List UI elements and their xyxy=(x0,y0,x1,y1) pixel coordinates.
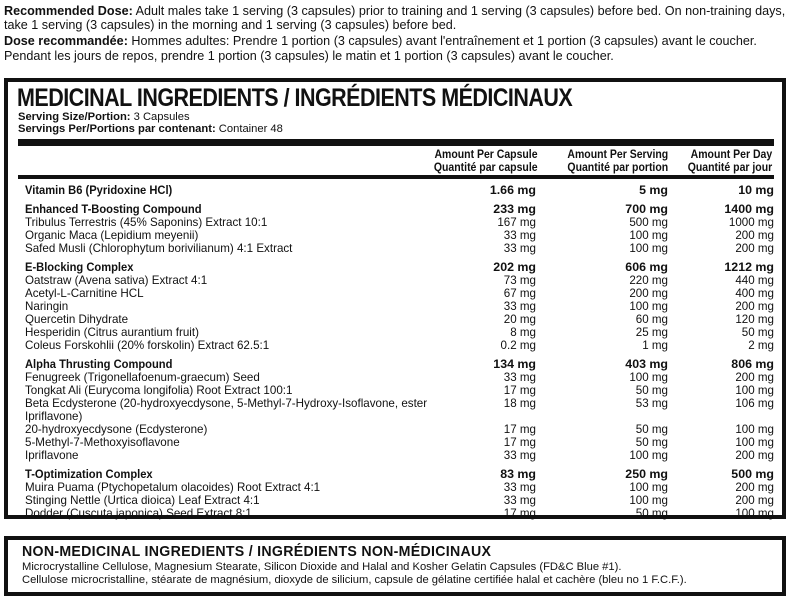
table-row xyxy=(18,423,774,436)
table-row xyxy=(18,229,774,242)
dose-en-label: Recommended Dose: xyxy=(4,4,133,18)
amount-per-serving: 100 mg xyxy=(629,229,668,242)
amount-per-day: 120 mg xyxy=(735,313,774,326)
column-header-fr: Quantité par portion xyxy=(567,159,668,174)
amount-per-day: 100 mg xyxy=(735,436,774,449)
amount-per-serving: 50 mg xyxy=(635,384,668,397)
table-row xyxy=(18,449,774,462)
amount-per-capsule: 33 mg xyxy=(503,449,536,462)
amount-per-capsule: 20 mg xyxy=(503,313,536,326)
amount-per-capsule: 18 mg xyxy=(503,397,536,410)
table-row xyxy=(18,481,774,494)
amount-per-day: 50 mg xyxy=(741,326,774,339)
amount-per-day: 500 mg xyxy=(731,467,774,481)
dose-english xyxy=(4,4,788,32)
amount-per-day: 100 mg xyxy=(735,384,774,397)
amount-per-day: 400 mg xyxy=(735,287,774,300)
divider-thin xyxy=(18,175,774,179)
table-row xyxy=(18,384,774,397)
non-medicinal-ingredients-panel xyxy=(4,536,786,596)
column-header-per-serving xyxy=(567,148,668,173)
column-header-en: Amount Per Serving xyxy=(567,147,668,161)
amount-per-day: 100 mg xyxy=(735,507,774,520)
dose-fr-text: Hommes adultes: Prendre 1 portion (3 capsules) avant l'entraînement et 1 portion (3 capsules) avant le coucher. Pendant les jours de repos, prendre 1 portion (3 capsules) le matin et 1 portion (3 capsules) avant le coucher. xyxy=(4,34,757,63)
table-group-row xyxy=(18,183,774,197)
amount-per-day: 200 mg xyxy=(735,242,774,255)
amount-per-day: 100 mg xyxy=(735,423,774,436)
column-header-en: Amount Per Capsule xyxy=(434,147,538,161)
amount-per-day: 106 mg xyxy=(735,397,774,410)
divider-thick xyxy=(18,139,774,146)
amount-per-day: 806 mg xyxy=(731,357,774,371)
amount-per-serving: 100 mg xyxy=(629,494,668,507)
amount-per-capsule: 0.2 mg xyxy=(500,339,536,352)
amount-per-day: 200 mg xyxy=(735,229,774,242)
non-medicinal-en: Microcrystalline Cellulose, Magnesium Stearate, Silicon Dioxide and Halal and Kosher Gelatin Capsules (FD&C Blue #1). xyxy=(22,561,622,573)
ingredient-name: Organic Maca (Lepidium meyenii) xyxy=(25,229,199,242)
medicinal-title: MEDICINAL INGREDIENTS / INGRÉDIENTS MÉDICINAUX xyxy=(17,84,573,112)
amount-per-serving: 100 mg xyxy=(629,242,668,255)
non-medicinal-title: NON-MEDICINAL INGREDIENTS / INGRÉDIENTS NON-MÉDICINAUX xyxy=(22,544,492,560)
amount-per-capsule: 17 mg xyxy=(503,507,536,520)
medicinal-ingredients-panel xyxy=(4,78,786,519)
table-group-row xyxy=(18,260,774,274)
ingredient-name: Beta Ecdysterone (20-hydroxyecdysone, 5-Methyl-7-Hydroxy-Isoflavone, ester Ipriflavone) xyxy=(25,397,428,423)
dose-french xyxy=(4,34,788,62)
ingredient-name: Oatstraw (Avena sativa) Extract 4:1 xyxy=(25,274,208,287)
table-row xyxy=(18,397,774,423)
column-header-per-day xyxy=(688,148,772,173)
table-row xyxy=(18,326,774,339)
table-group-row xyxy=(18,202,774,216)
serving-info xyxy=(18,112,283,135)
amount-per-capsule: 17 mg xyxy=(503,436,536,449)
ingredient-name: 20-hydroxyecdysone (Ecdysterone) xyxy=(25,423,208,436)
amount-per-serving: 1 mg xyxy=(642,339,668,352)
table-row xyxy=(18,216,774,229)
ingredient-name: Enhanced T-Boosting Compound xyxy=(25,202,202,216)
amount-per-serving: 50 mg xyxy=(635,423,668,436)
table-row xyxy=(18,494,774,507)
amount-per-capsule: 33 mg xyxy=(503,494,536,507)
ingredient-name: Coleus Forskohlii (20% forskolin) Extract 62.5:1 xyxy=(25,339,270,352)
amount-per-capsule: 17 mg xyxy=(503,384,536,397)
table-row xyxy=(18,242,774,255)
amount-per-serving: 100 mg xyxy=(629,449,668,462)
amount-per-serving: 220 mg xyxy=(629,274,668,287)
amount-per-day: 200 mg xyxy=(735,371,774,384)
amount-per-capsule: 1.66 mg xyxy=(489,183,536,197)
table-row xyxy=(18,287,774,300)
amount-per-day: 1212 mg xyxy=(724,260,774,274)
amount-per-serving: 250 mg xyxy=(625,467,668,481)
table-group-row xyxy=(18,467,774,481)
amount-per-serving: 25 mg xyxy=(635,326,668,339)
dose-en-text: Adult males take 1 serving (3 capsules) prior to training and 1 serving (3 capsules) before bed. On non-training days, take 1 serving (3 capsules) in the morning and 1 serving (3 capsules) before bed. xyxy=(4,4,786,33)
amount-per-serving: 53 mg xyxy=(635,397,668,410)
amount-per-serving: 606 mg xyxy=(625,260,668,274)
non-medicinal-text xyxy=(22,561,687,586)
amount-per-serving: 500 mg xyxy=(629,216,668,229)
table-row xyxy=(18,300,774,313)
table-row xyxy=(18,313,774,326)
amount-per-serving: 200 mg xyxy=(629,287,668,300)
ingredient-name: T-Optimization Complex xyxy=(25,467,153,481)
amount-per-capsule: 233 mg xyxy=(493,202,536,216)
ingredient-name: Dodder (Cuscuta japonica) Seed Extract 8:1 xyxy=(25,507,252,520)
amount-per-serving: 60 mg xyxy=(635,313,668,326)
ingredient-name: Vitamin B6 (Pyridoxine HCl) xyxy=(25,183,173,197)
table-row xyxy=(18,339,774,352)
servings-per-label: Servings Per/Portions par contenant: xyxy=(18,122,216,135)
amount-per-capsule: 83 mg xyxy=(500,467,536,481)
amount-per-day: 1000 mg xyxy=(728,216,774,229)
amount-per-serving: 100 mg xyxy=(629,371,668,384)
amount-per-day: 1400 mg xyxy=(724,202,774,216)
amount-per-capsule: 134 mg xyxy=(493,357,536,371)
amount-per-day: 200 mg xyxy=(735,494,774,507)
amount-per-serving: 5 mg xyxy=(639,183,668,197)
amount-per-capsule: 33 mg xyxy=(503,242,536,255)
column-header-fr: Quantité par capsule xyxy=(434,159,538,174)
amount-per-serving: 403 mg xyxy=(625,357,668,371)
amount-per-serving: 50 mg xyxy=(635,436,668,449)
table-row xyxy=(18,507,774,520)
dose-fr-label: Dose recommandée: xyxy=(4,34,128,49)
amount-per-day: 10 mg xyxy=(738,183,774,197)
table-row xyxy=(18,436,774,449)
ingredient-name: Tribulus Terrestris (45% Saponins) Extract 10:1 xyxy=(25,216,268,229)
amount-per-serving: 50 mg xyxy=(635,507,668,520)
ingredient-name: Tongkat Ali (Eurycoma longifolia) Root Extract 100:1 xyxy=(25,384,293,397)
amount-per-day: 200 mg xyxy=(735,300,774,313)
amount-per-capsule: 73 mg xyxy=(503,274,536,287)
serving-size-label: Serving Size/Portion: xyxy=(18,111,131,123)
servings-per-value: Container 48 xyxy=(215,122,283,135)
ingredient-name: Muira Puama (Ptychopetalum olacoides) Root Extract 4:1 xyxy=(25,481,321,494)
column-header-en: Amount Per Day xyxy=(690,147,772,161)
amount-per-day: 200 mg xyxy=(735,481,774,494)
servings-per-container xyxy=(18,124,283,136)
ingredient-name: 5-Methyl-7-Methoxyisoflavone xyxy=(25,436,180,449)
amount-per-serving: 100 mg xyxy=(629,300,668,313)
ingredient-name: Ipriflavone xyxy=(25,449,79,462)
ingredient-name: Quercetin Dihydrate xyxy=(25,313,129,326)
amount-per-capsule: 33 mg xyxy=(503,300,536,313)
amount-per-day: 2 mg xyxy=(748,339,774,352)
ingredient-name: Naringin xyxy=(25,300,69,313)
amount-per-day: 440 mg xyxy=(735,274,774,287)
amount-per-serving: 100 mg xyxy=(629,481,668,494)
ingredient-table xyxy=(18,183,774,520)
ingredient-name: Hesperidin (Citrus aurantium fruit) xyxy=(25,326,199,339)
amount-per-capsule: 202 mg xyxy=(493,260,536,274)
amount-per-capsule: 33 mg xyxy=(503,481,536,494)
amount-per-serving: 700 mg xyxy=(625,202,668,216)
ingredient-name: Safed Musli (Chlorophytum borivilianum) 4:1 Extract xyxy=(25,242,293,255)
amount-per-capsule: 167 mg xyxy=(497,216,536,229)
dosage-instructions xyxy=(4,4,788,65)
serving-size-value: 3 Capsules xyxy=(130,111,190,123)
column-header-per-capsule xyxy=(434,148,538,173)
amount-per-capsule: 17 mg xyxy=(503,423,536,436)
table-row xyxy=(18,274,774,287)
column-header-fr: Quantité par jour xyxy=(687,159,772,174)
ingredient-name: E-Blocking Complex xyxy=(25,260,134,274)
ingredient-name: Stinging Nettle (Urtica dioica) Leaf Extract 4:1 xyxy=(25,494,260,507)
ingredient-name: Acetyl-L-Carnitine HCL xyxy=(25,287,144,300)
amount-per-capsule: 67 mg xyxy=(503,287,536,300)
amount-per-capsule: 33 mg xyxy=(503,229,536,242)
ingredient-name: Alpha Thrusting Compound xyxy=(25,357,173,371)
ingredient-name: Fenugreek (Trigonellafoenum-graecum) Seed xyxy=(25,371,260,384)
amount-per-day: 200 mg xyxy=(735,449,774,462)
amount-per-capsule: 33 mg xyxy=(503,371,536,384)
amount-per-capsule: 8 mg xyxy=(510,326,536,339)
table-group-row xyxy=(18,357,774,371)
table-row xyxy=(18,371,774,384)
non-medicinal-fr: Cellulose microcristalline, stéarate de magnésium, dioxyde de silicium, capsule de gélatine certifiée halal et cachère (bleu no 1 F.C.F.). xyxy=(22,573,687,586)
